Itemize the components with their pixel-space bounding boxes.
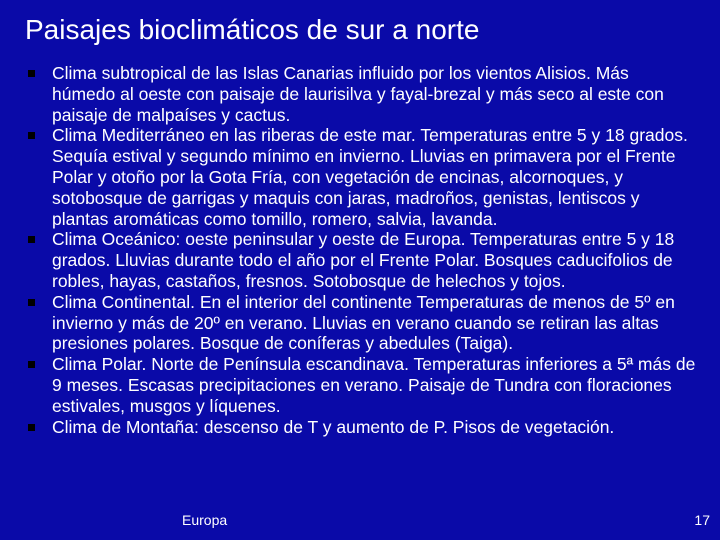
square-bullet-icon bbox=[28, 70, 35, 77]
bullet-text: Clima de Montaña: descenso de T y aumento de P. Pisos de vegetación. bbox=[52, 416, 615, 437]
footer-label: Europa bbox=[182, 512, 228, 528]
bullet-text: Clima Polar. Norte de Península escandinava. Temperaturas inferiores a 5ª más de 9 meses. Escasas precipitaciones en verano. Paisaje de Tundra con floraciones estivales, musgos y líquenes. bbox=[52, 354, 696, 416]
bullet-text: Clima subtropical de las Islas Canarias influido por los vientos Alisios. Más húmedo al oeste con paisaje de laurisilva y fayal-brezal y más seco al este con paisaje de malpaíses y cactus. bbox=[52, 63, 664, 125]
page-number: 17 bbox=[694, 512, 710, 528]
bullet-text: Clima Mediterráneo en las riberas de este mar. Temperaturas entre 5 y 18 grados. Sequía estival y segundo mínimo en invierno. Lluvias en primavera por el Frente Polar y otoño por la Gota Fría, con vegetación de encinas, alcornoques, y sotobosque de garrigas y maquis con jaras, madroños, genistas, lentiscos y plantas aromáticas como tomillo, romero, salvia, lavanda. bbox=[52, 125, 688, 229]
square-bullet-icon bbox=[28, 236, 35, 243]
bullet-item bbox=[0, 292, 720, 354]
bullet-item bbox=[0, 354, 720, 416]
square-bullet-icon bbox=[28, 299, 35, 306]
bullet-list bbox=[0, 63, 720, 437]
square-bullet-icon bbox=[28, 361, 35, 368]
square-bullet-icon bbox=[28, 424, 35, 431]
bullet-item bbox=[0, 63, 720, 125]
bullet-item bbox=[0, 229, 720, 291]
bullet-item bbox=[0, 417, 720, 438]
bullet-text: Clima Oceánico: oeste peninsular y oeste de Europa. Temperaturas entre 5 y 18 grados. Lluvias durante todo el año por el Frente Polar. Bosques caducifolios de robles, hayas, castaños, fresnos. Sotobosque de helechos y tojos. bbox=[52, 229, 675, 291]
bullet-item bbox=[0, 125, 720, 229]
slide-title: Paisajes bioclimáticos de sur a norte bbox=[25, 14, 480, 45]
bullet-text: Clima Continental. En el interior del continente Temperaturas de menos de 5º en invierno y más de 20º en verano. Lluvias en verano cuando se retiran las altas presiones polares. Bosque de coníferas y abedules (Taiga). bbox=[52, 291, 675, 354]
square-bullet-icon bbox=[28, 132, 35, 139]
